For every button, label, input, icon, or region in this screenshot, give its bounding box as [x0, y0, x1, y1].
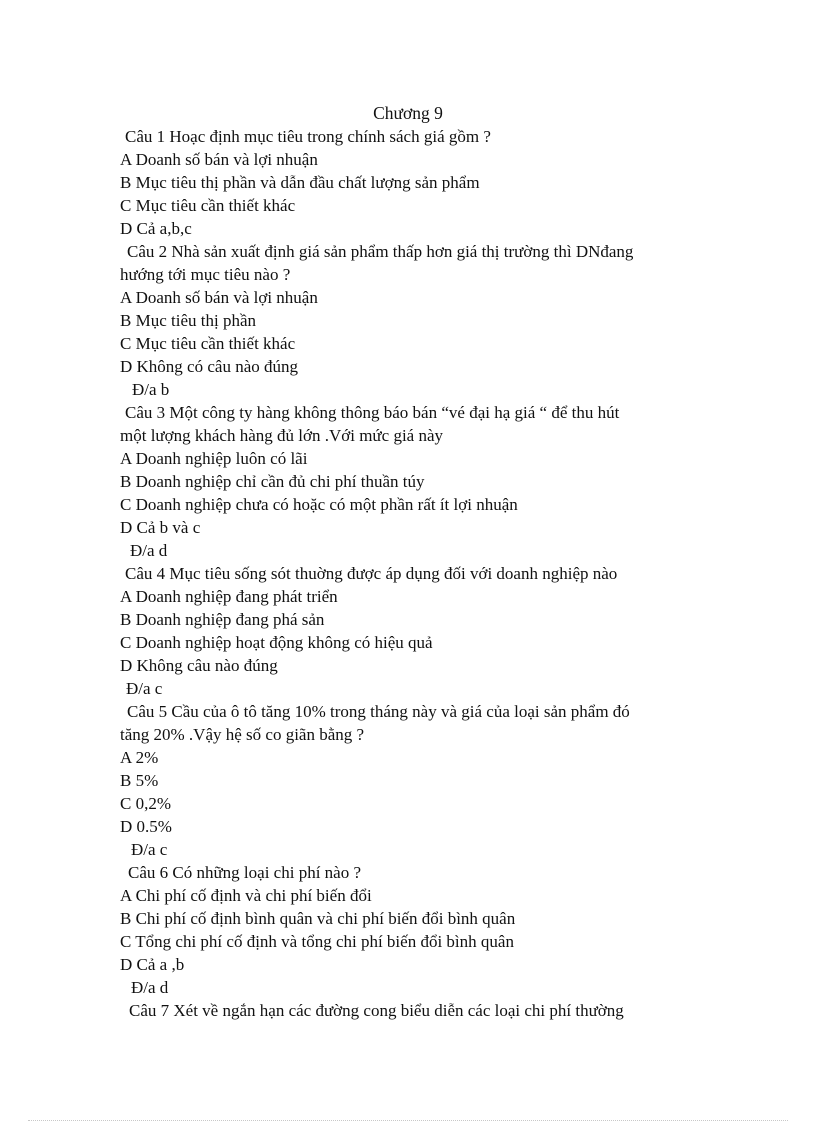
chapter-title: Chương 9: [373, 103, 443, 123]
answer-line: Đ/a d: [131, 978, 169, 997]
option-line: B 5%: [120, 771, 159, 790]
option-line: A Doanh số bán và lợi nhuận: [120, 150, 318, 169]
question-7: Câu 7 Xét về ngắn hạn các đường cong biểu diễn các loại chi phí thường: [129, 1001, 624, 1020]
option-line: A 2%: [120, 748, 159, 767]
option-line: A Doanh nghiệp đang phát triển: [120, 587, 338, 606]
question-2: Câu 2 Nhà sản xuất định giá sản phẩm thấp hơn giá thị trường thì DNđang: [127, 242, 634, 261]
answer-line: Đ/a c: [126, 679, 163, 698]
option-line: D Cả b và c: [120, 518, 201, 537]
option-line: C Mục tiêu cần thiết khác: [120, 334, 296, 353]
question-3: Câu 3 Một công ty hàng không thông báo bán “vé đại hạ giá “ để thu hút: [125, 403, 620, 422]
option-line: B Mục tiêu thị phần và dẫn đầu chất lượng sản phẩm: [120, 173, 480, 192]
option-line: C Doanh nghiệp hoạt động không có hiệu quả: [120, 633, 433, 652]
option-line: D Không câu nào đúng: [120, 656, 278, 675]
question-5: Câu 5 Cầu của ô tô tăng 10% trong tháng này và giá của loại sản phẩm đó: [127, 702, 630, 721]
option-line: B Doanh nghiệp chỉ cần đủ chi phí thuần túy: [120, 472, 425, 491]
option-line: A Chi phí cố định và chi phí biến đổi: [120, 886, 372, 905]
option-line: B Doanh nghiệp đang phá sản: [120, 610, 325, 629]
option-line: D Cả a,b,c: [120, 219, 192, 238]
option-line: A Doanh số bán và lợi nhuận: [120, 288, 318, 307]
question-5-continued: tăng 20% .Vậy hệ số co giãn bằng ?: [120, 725, 365, 744]
option-line: B Chi phí cố định bình quân và chi phí biến đổi bình quân: [120, 909, 516, 928]
question-3-continued: một lượng khách hàng đủ lớn .Với mức giá này: [120, 426, 444, 445]
page-bottom-divider: [28, 1120, 788, 1121]
option-line: C Tổng chi phí cố định và tổng chi phí biến đổi bình quân: [120, 932, 514, 951]
option-line: B Mục tiêu thị phần: [120, 311, 256, 330]
question-4: Câu 4 Mục tiêu sống sót thuờng được áp dụng đối với doanh nghiệp nào: [125, 564, 618, 583]
question-1: Câu 1 Hoạc định mục tiêu trong chính sách giá gồm ?: [125, 127, 491, 146]
question-2-continued: hướng tới mục tiêu nào ?: [120, 265, 291, 284]
option-line: C Mục tiêu cần thiết khác: [120, 196, 296, 215]
answer-line: Đ/a c: [131, 840, 168, 859]
question-6: Câu 6 Có những loại chi phí nào ?: [128, 863, 362, 882]
option-line: D Không có câu nào đúng: [120, 357, 298, 376]
option-line: A Doanh nghiệp luôn có lãi: [120, 449, 308, 468]
answer-line: Đ/a b: [132, 380, 170, 399]
option-line: D Cả a ,b: [120, 955, 185, 974]
option-line: C Doanh nghiệp chưa có hoặc có một phần rất ít lợi nhuận: [120, 495, 518, 514]
option-line: D 0.5%: [120, 817, 172, 836]
answer-line: Đ/a d: [130, 541, 168, 560]
option-line: C 0,2%: [120, 794, 171, 813]
